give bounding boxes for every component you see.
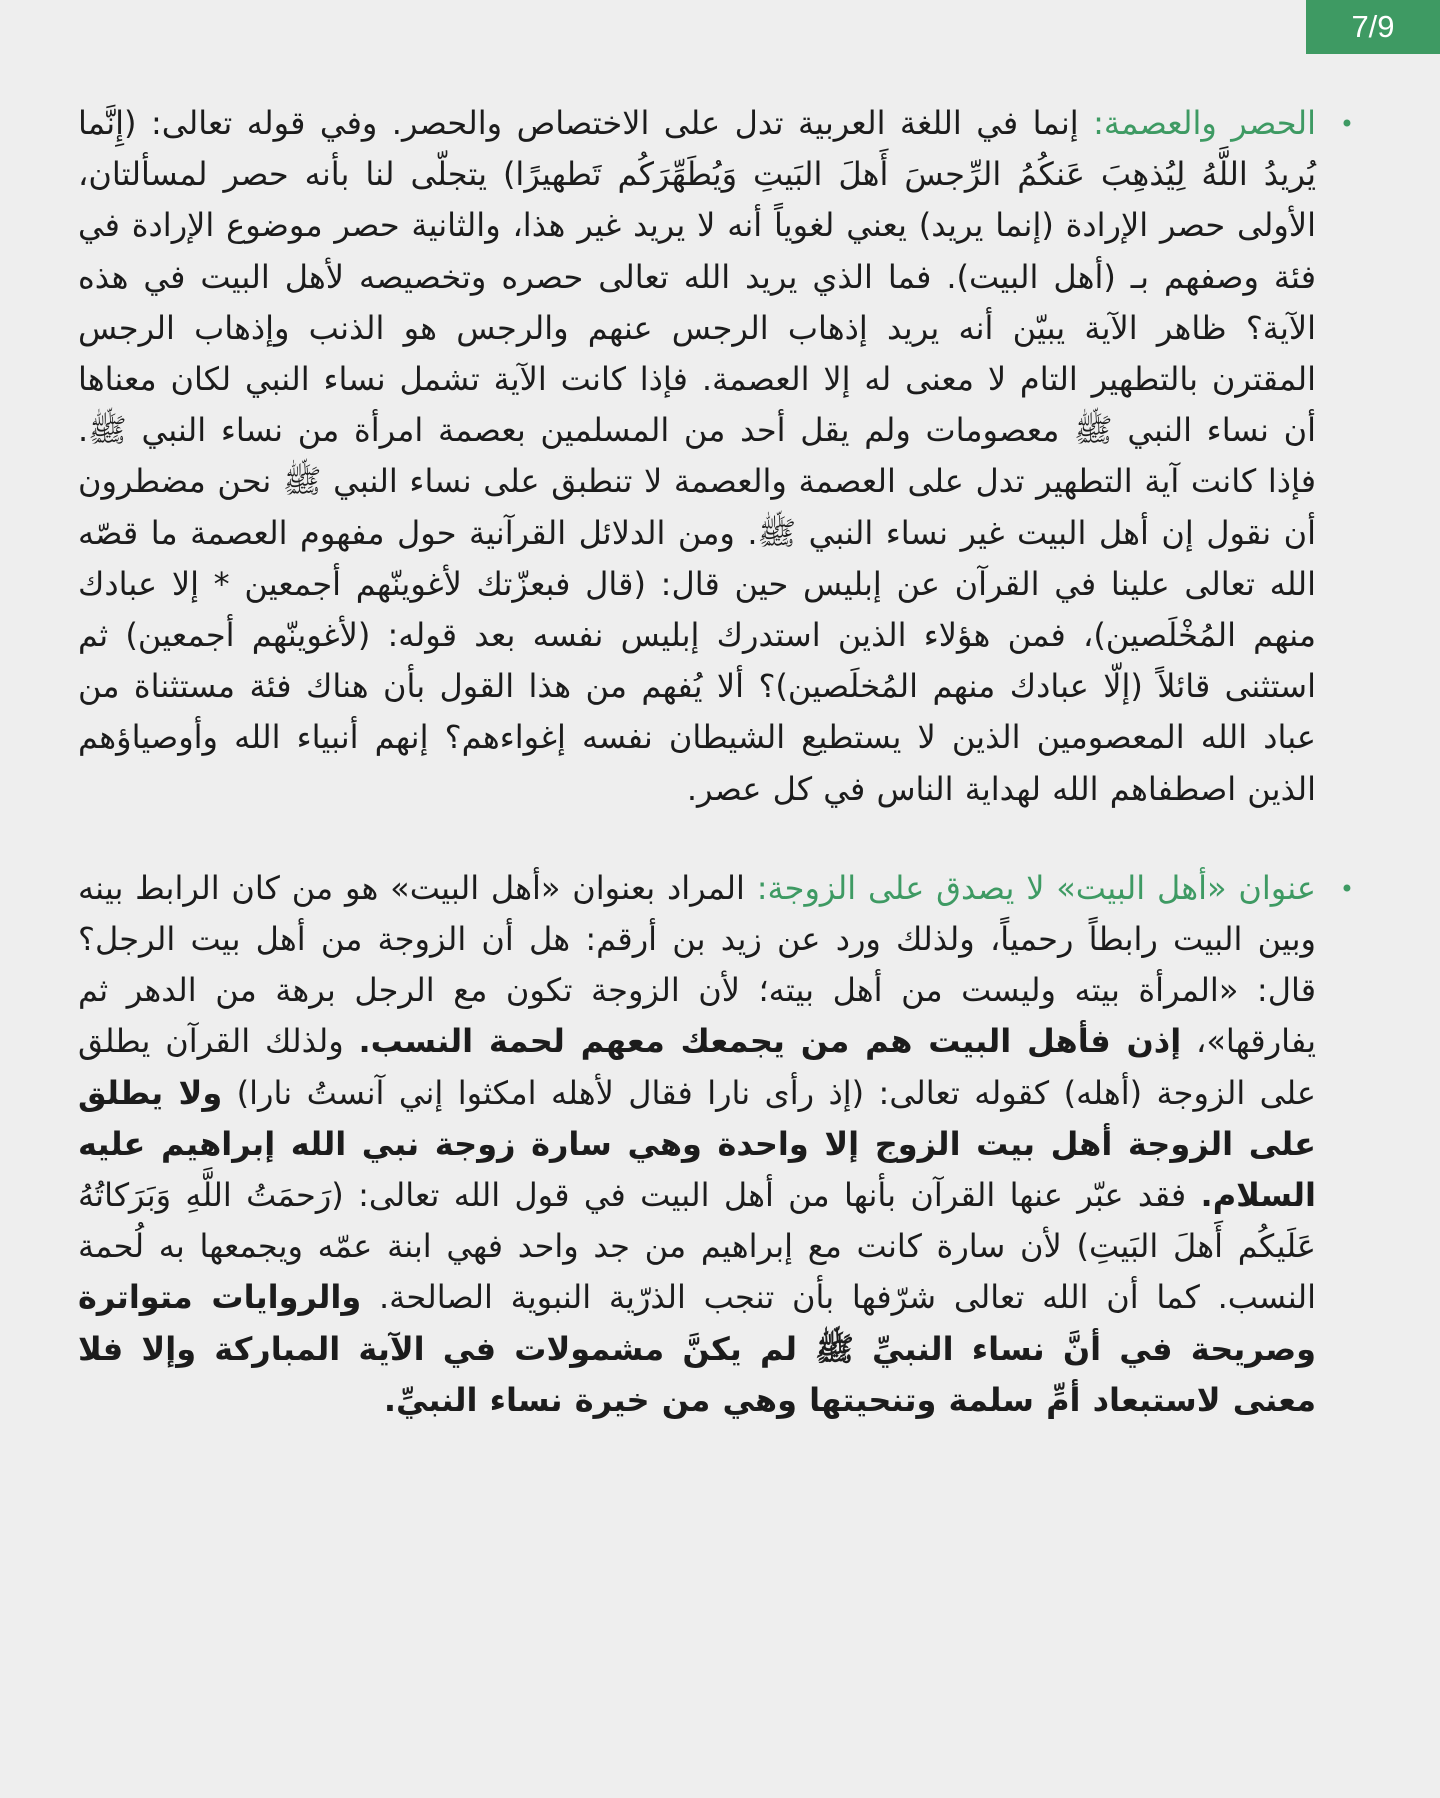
bullet-icon: • bbox=[1339, 110, 1354, 138]
bold-text: والروايات متواترة وصريحة في أنَّ نساء النبيِّ ﷺ لم يكنَّ مشمولات في الآية المباركة وإلا فلا معنى لاستبعاد أمِّ سلمة وتنحيتها وهي من خيرة نساء النبيِّ. bbox=[78, 1278, 1316, 1419]
section-heading: عنوان «أهل البيت» لا يصدق على الزوجة: bbox=[756, 868, 1317, 907]
section-text: فقد عبّر عنها القرآن بأنها من أهل البيت في قول الله تعالى: (رَحمَتُ اللَّهِ وَبَرَكاتُهُ عَلَيكُم أَهلَ البَيتِ) لأن سارة كانت مع إبراهيم من جد واحد فهي ابنة عمّه ويجمعها به لُحمة النسب. كما أن الله تعالى شرّفها بأن تنجب الذرّية النبوية الصالحة. bbox=[78, 1176, 1317, 1317]
section-text: ولذلك القرآن يطلق على الزوجة (أهله) كقوله تعالى: (إذ رأى نارا فقال لأهله امكثوا إني آنستُ نارا) bbox=[78, 1022, 1317, 1112]
section-heading: الحصر والعصمة: bbox=[1093, 104, 1316, 142]
section-infallibility bbox=[78, 98, 1354, 815]
bold-text: ولا يطلق على الزوجة أهل بيت الزوج إلا واحدة وهي سارة زوجة نبي الله إبراهيم عليه السلام. bbox=[78, 1073, 1316, 1215]
article-body bbox=[78, 98, 1354, 1426]
section-text: إنما في اللغة العربية تدل على الاختصاص والحصر. وفي قوله تعالى: (إِنَّما يُريدُ اللَّهُ لِيُذهِبَ عَنكُمُ الرِّجسَ أَهلَ البَيتِ وَيُطَهِّرَكُم تَطهيرًا) يتجلّى لنا بأنه حصر لمسألتان، الأولى حصر الإرادة (إنما يريد) يعني لغوياً أنه لا يريد غير هذا، والثانية حصر موضوع الإرادة في فئة وصفهم بـ (أهل البيت). فما الذي يريد الله تعالى حصره وتخصيصه لأهل البيت في هذه الآية؟ ظاهر الآية يبيّن أنه يريد إذهاب الرجس عنهم والرجس هو الذنب وإذهاب الرجس المقترن بالتطهير التام لا معنى له إلا العصمة. فإذا كانت الآية تشمل نساء النبي لكان معناها أن نساء النبي ﷺ معصومات ولم يقل أحد من المسلمين بعصمة امرأة من نساء النبي ﷺ. فإذا كانت آية التطهير تدل على العصمة والعصمة لا تنطبق على نساء النبي ﷺ نحن مضطرون أن نقول إن أهل البيت غير نساء النبي ﷺ. ومن الدلائل القرآنية حول مفهوم العصمة ما قصّه الله تعالى علينا في القرآن عن إبليس حين قال: (قال فبعزّتك لأغوينّهم أجمعين * إلا عبادك منهم المُخْلَصين)، فمن هؤلاء الذين استدرك إبليس نفسه بعد قوله: (لأغوينّهم أجمعين) ثم استثنى قائلاً (إلّا عبادك منهم المُخلَصين)؟ ألا يُفهم من هذا القول بأن هناك فئة مستثناة من عباد الله المعصومين الذين لا يستطيع الشيطان نفسه إغواءهم؟ إنهم أنبياء الله وأوصياؤهم الذين اصطفاهم الله لهداية الناس في كل عصر. bbox=[78, 104, 1316, 808]
bold-text: إذن فأهل البيت هم من يجمعك معهم لحمة النسب. bbox=[358, 1022, 1182, 1061]
bullet-icon: • bbox=[1339, 874, 1354, 903]
section-wife-not-ahlulbayt bbox=[78, 863, 1354, 1426]
section-paragraph bbox=[78, 863, 1316, 1426]
page-indicator: 7/9 bbox=[1306, 0, 1440, 54]
section-paragraph bbox=[78, 98, 1316, 815]
section-text: المراد بعنوان «أهل البيت» هو من كان الرابط بينه وبين البيت رابطاً رحمياً، ولذلك ورد عن زيد بن أرقم: هل أن الزوجة من أهل بيت الرجل؟ قال: «المرأة بيته وليست من أهل بيته؛ لأن الزوجة تكون مع الرجل برهة من الدهر ثم يفارقها»، bbox=[78, 868, 1317, 1061]
